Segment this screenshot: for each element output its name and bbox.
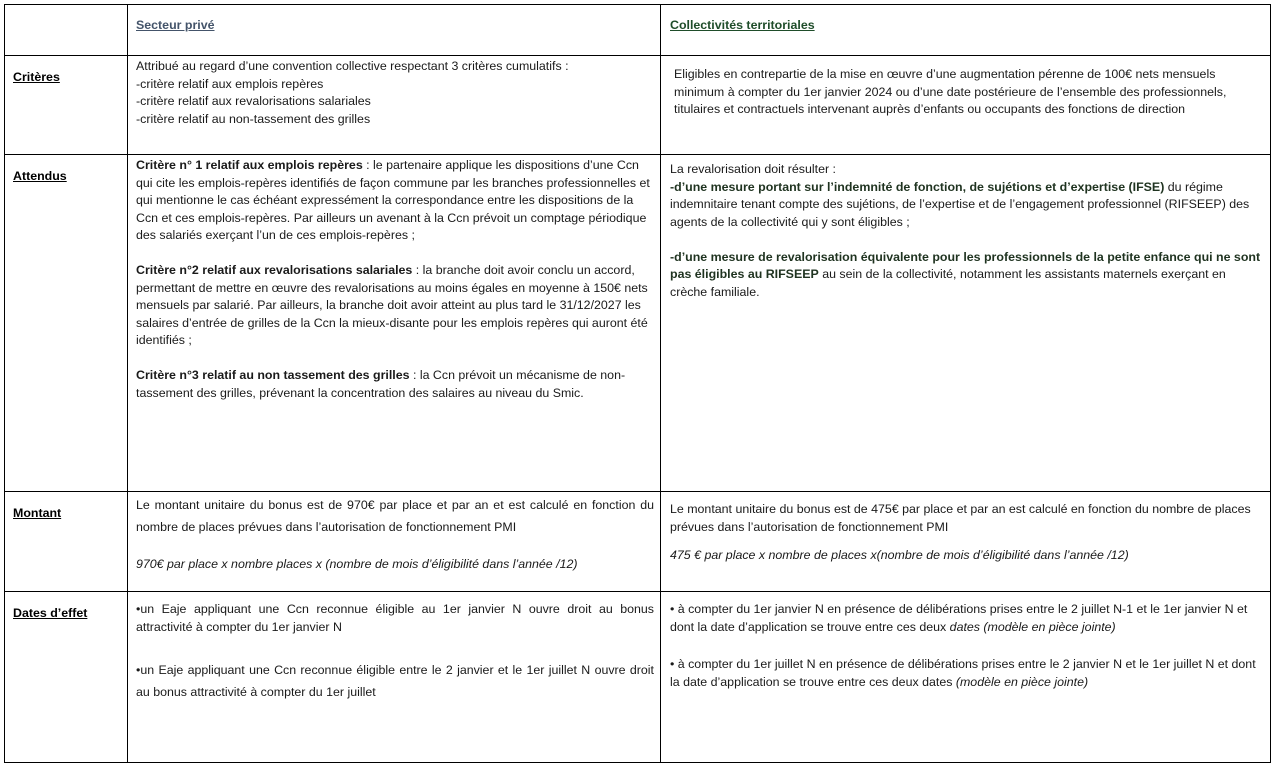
- critere-2-title: Critère n°2 relatif aux revalorisations salariales: [136, 263, 413, 277]
- attendus-prive-cell: [128, 155, 661, 492]
- attendus-coll-cell: [661, 155, 1271, 492]
- criteres-coll-text: Eligibles en contrepartie de la mise en œuvre d’une augmentation pérenne de 100€ nets mensuels minimum à compter du 1er janvier 2024 ou d’une date postérieure de l’ensemble des professionnels, titulaires et contractuels intervenant auprès d’enfants ou occupants des fonctions de direction: [674, 67, 1227, 116]
- criteres-prive-intro: Attribué au regard d’une convention collective respectant 3 critères cumulatifs :: [136, 59, 569, 73]
- row-dates: [5, 592, 1271, 763]
- attendus-prive-critere-1: [136, 157, 654, 245]
- row-criteres: [5, 56, 1271, 155]
- mesure-1-text: du régime indemnitaire tenant compte des sujétions, de l’expertise et de l’engagement professionnel (RIFSEEP) des agents de la collectivité qui y sont éligibles ;: [670, 179, 1250, 229]
- criteres-coll-cell: [661, 56, 1271, 155]
- critere-1-title: Critère n° 1 relatif aux emplois repères: [136, 158, 363, 172]
- attendus-coll-intro: La revalorisation doit résulter :: [670, 162, 836, 176]
- header-secteur-prive: Secteur privé: [128, 5, 661, 56]
- montant-prive-formula: 970€ par place x nombre places x (nombre de mois d’éligibilité dans l’année /12): [136, 556, 578, 571]
- mesure-2-text: au sein de la collectivité, notamment les assistants maternels exerçant en crèche familiale.: [670, 267, 1226, 299]
- attendus-coll-mesure-1: [670, 179, 1264, 232]
- mesure-2-title: -d’une mesure de revalorisation équivalente pour les professionnels de la petite enfance qui ne sont pas éligibles au RIFSEEP: [670, 249, 1261, 281]
- attendus-coll-mesure-2: [670, 249, 1264, 302]
- montant-prive-cell: [128, 492, 661, 592]
- attendus-prive-critere-2: [136, 262, 654, 350]
- row-label-montant: Montant: [5, 492, 128, 592]
- critere-2-text: : la branche doit avoir conclu un accord, permettant de mettre en œuvre des revalorisations au moins égales en moyenne à 150€ nets mensuels par salarié. Par ailleurs, la branche doit avoir atteint au plus tard le 31/12/2027 les salaires d’entrée de grilles de la Ccn la mieux-disante pour les emplois repères qui auront été identifiés ;: [136, 263, 648, 347]
- dates-coll-p2-text: • à compter du 1er juillet N en présence de délibérations prises entre le 2 janvier N et le 1er juillet N et dont la date d’application se trouve entre ces deux dates: [670, 657, 1256, 689]
- header-row: [5, 5, 1271, 56]
- row-label-dates: Dates d’effet: [5, 592, 128, 763]
- row-montant: [5, 492, 1271, 592]
- criteres-prive-item-3: -critère relatif au non-tassement des grilles: [136, 111, 371, 126]
- dates-coll-p2: [670, 656, 1264, 691]
- dates-coll-cell: [661, 592, 1271, 763]
- dates-coll-p1-italic: dates (modèle en pièce jointe): [949, 619, 1116, 634]
- criteres-prive-item-2: -critère relatif aux revalorisations salariales: [136, 94, 371, 108]
- montant-coll-text: Le montant unitaire du bonus est de 475€ par place et par an est calculé en fonction du nombre de places prévues dans l’autorisation de fonctionnement PMI: [670, 502, 1251, 534]
- dates-prive-p2: •un Eaje appliquant une Ccn reconnue éligible entre le 2 janvier et le 1er juillet N ouvre droit au bonus attractivité à compter du 1er juillet: [136, 663, 654, 699]
- critere-3-text: : la Ccn prévoit un mécanisme de non-tassement des grilles, prévenant la concentration des salaires au niveau du Smic.: [136, 368, 626, 400]
- dates-coll-p2-italic: (modèle en pièce jointe): [955, 674, 1089, 689]
- criteres-prive-cell: [128, 56, 661, 155]
- attendus-prive-critere-3: [136, 367, 654, 402]
- header-collectivites: Collectivités territoriales: [661, 5, 1271, 56]
- mesure-1-title: -d’une mesure portant sur l’indemnité de fonction, de sujétions et d’expertise (IFSE): [670, 179, 1165, 194]
- row-attendus: [5, 155, 1271, 492]
- montant-coll-cell: [661, 492, 1271, 592]
- dates-prive-cell: [128, 592, 661, 763]
- montant-prive-text: Le montant unitaire du bonus est de 970€ par place et par an et est calculé en fonction du nombre de places prévues dans l’autorisation de fonctionnement PMI: [136, 498, 654, 534]
- comparison-table: [4, 4, 1271, 763]
- critere-3-title: Critère n°3 relatif au non tassement des grilles: [136, 368, 410, 382]
- montant-coll-formula: 475 € par place x nombre de places x(nombre de mois d’éligibilité dans l’année /12): [670, 548, 1129, 562]
- critere-1-text: : le partenaire applique les dispositions d’une Ccn qui cite les emplois-repères identifiés de façon commune par les branches professionnelles et qui mentionne le cas échéant expressément la correspondance entre les dispositions de la Ccn et ces emplois-repères. Par ailleurs un avenant à la Ccn prévoit un comptage périodique des salariés exerçant l’un de ces emplois-repères ;: [136, 158, 650, 242]
- dates-coll-p1-text: • à compter du 1er janvier N en présence de délibérations prises entre le 2 juillet N-1 et le 1er janvier N et dont la date d’application se trouve entre ces deux: [670, 602, 1248, 634]
- dates-prive-p1: •un Eaje appliquant une Ccn reconnue éligible au 1er janvier N ouvre droit au bonus attractivité à compter du 1er janvier N: [136, 602, 654, 634]
- row-label-attendus: Attendus: [5, 155, 128, 492]
- row-label-criteres: Critères: [5, 56, 128, 155]
- dates-coll-p1: [670, 601, 1264, 636]
- corner-cell: [5, 5, 128, 56]
- criteres-prive-item-1: -critère relatif aux emplois repères: [136, 76, 324, 91]
